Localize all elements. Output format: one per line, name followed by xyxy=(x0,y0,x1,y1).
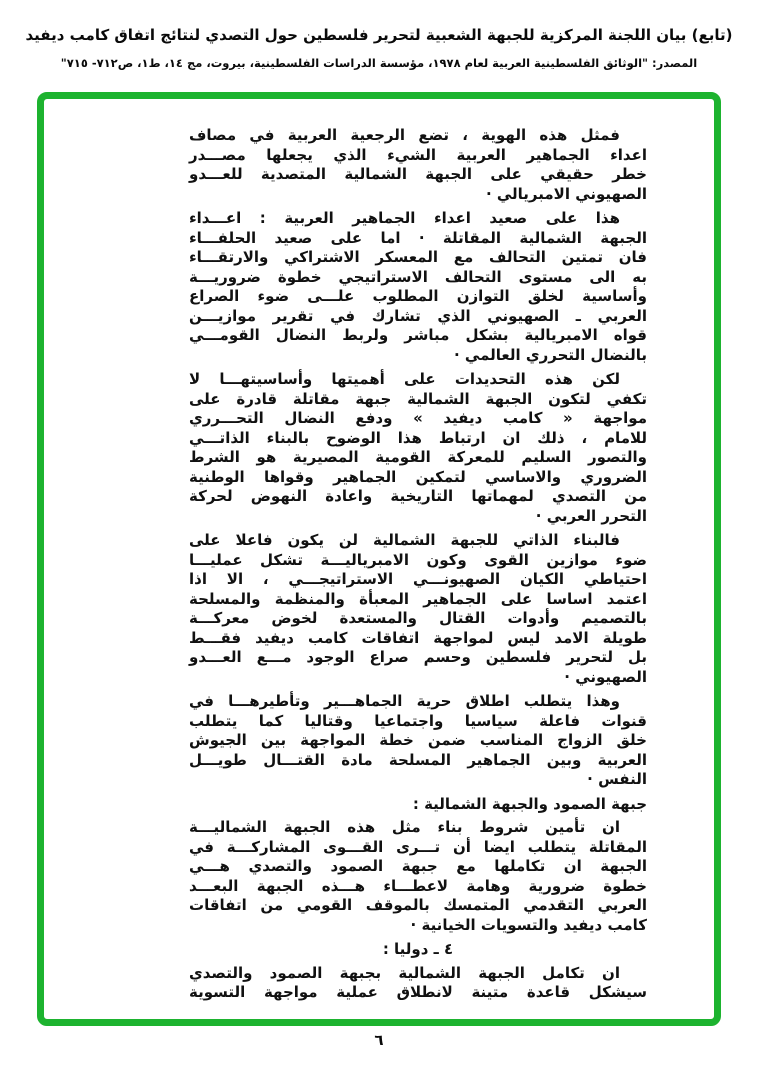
text-line: ان تأمين شروط بناء مثل هذه الجبهة الشماليـــة xyxy=(189,818,620,836)
source-citation: المصدر: "الوثائق الفلسطينية العربية لعام ١٩٧٨، مؤسسة الدراسات الفلسطينية، بيروت، مج ١٤، ط١، ص٧١٢- ٧١٥" xyxy=(60,56,698,70)
text-line: ضوء موازين القوى وكون الامبرياليـــة تشكل عمليـــا xyxy=(189,550,647,569)
text-line: مواجهة « كامب ديفيد » ودفع النضال التحـــرري xyxy=(189,409,647,427)
text-line: بل لتحرير فلسطين وحسم صراع الوجود مـــع العـــدو xyxy=(189,648,647,666)
text-line: اعتمد اساسا على الجماهير المعبأة والمنظمة والمسلحة xyxy=(189,589,647,608)
text-line: خطر حقيقي على الجبهة الشمالية المتصدية للعـــدو xyxy=(189,165,647,183)
text-line: اعداء الجماهير العربية الشيء الذي يجعلها مصـــدر xyxy=(189,145,647,164)
text-line: فمثل هذه الهوية ، تضع الرجعية العربية في مصاف xyxy=(189,126,620,144)
page-number: ٦ xyxy=(374,1031,384,1049)
text-line: هذا على صعيد اعداء الجماهير العربية : اعـــداء xyxy=(189,209,620,227)
text-line: كامب ديفيد والتسويات الخيانية · xyxy=(410,915,647,934)
text-line: فالبناء الذاتي للجبهة الشمالية لن يكون فاعلا على xyxy=(189,531,620,549)
text-line: والتصور السليم للمعركة القومية المصيرية هو الشرط xyxy=(189,448,647,466)
section-heading-steadfastness-front: جبهة الصمود والجبهة الشمالية : xyxy=(412,794,647,813)
text-line: الصهيوني الامبريالي · xyxy=(485,184,647,203)
text-column xyxy=(189,126,647,1003)
text-line: وهذا يتطلب اطلاق حرية الجماهـــير وتأطيرهـــا في xyxy=(189,692,620,710)
paragraph-5 xyxy=(189,692,647,790)
section-heading-internationally: ٤ ـ دوليا : xyxy=(382,940,454,958)
text-line: العربية وبين الجماهير المسلحة مادة القتـــال طويـــل xyxy=(189,750,647,769)
text-line: الجبهة ان تكاملها مع جبهة الصمود والتصدي هـــي xyxy=(189,857,647,875)
text-line: خطوة ضرورية وهامة لاعطـــاء هـــذه الجبهة البعـــد xyxy=(189,876,647,895)
text-line: الضروري والاساسي لتمكين الجماهير وقواها الوطنية xyxy=(189,467,647,486)
text-line: المقاتلة يتطلب ايضا أن تـــرى القـــوى المشاركـــة في xyxy=(189,837,647,856)
text-line: للامام ، ذلك ان ارتباط هذا الوضوح بالبناء الذاتـــي xyxy=(189,428,647,447)
text-line: خلق الزواج المناسب ضمن خطة المواجهة بين الجيوش xyxy=(189,731,647,749)
text-line: وأساسية لخلق التوازن المطلوب علـــى ضوء الصراع xyxy=(189,287,647,305)
document-title: (تابع) بيان اللجنة المركزية للجبهة الشعبية لتحرير فلسطين حول التصدي لنتائج اتفاق كامب ديفيد xyxy=(25,26,733,44)
paragraph-1 xyxy=(189,126,647,204)
page-header xyxy=(0,24,758,71)
text-line: لكن هذه التحديدات على أهميتها وأساسيتهـــا لا xyxy=(189,370,620,388)
paragraph-3 xyxy=(189,370,647,526)
text-line: فان تمتين التحالف مع المعسكر الاشتراكي والارتقـــاء xyxy=(189,248,647,266)
text-line: سيشكل قاعدة متينة لانطلاق عملية مواجهة التسوية xyxy=(189,983,647,1001)
text-line: ان تكامل الجبهة الشمالية بجبهة الصمود والتصدي xyxy=(189,963,620,982)
text-line: بالنضال التحرري العالمي · xyxy=(454,345,647,364)
text-line: الصهيوني · xyxy=(564,667,647,686)
paragraph-6 xyxy=(189,818,647,935)
paragraph-7 xyxy=(189,964,647,1003)
text-line: الجبهة الشمالية المقاتلة · اما على صعيد الحلفـــاء xyxy=(189,228,647,247)
text-line: قنوات فاعلة سياسيا واجتماعيا وقتاليا كما يتطلب xyxy=(189,711,647,730)
text-line: طويلة الامد ليس لمواجهة اتفاقات كامب ديفيد فقـــط xyxy=(189,628,647,647)
text-line: احتياطي الكيان الصهيونـــي الاستراتيجـــي ، الا اذا xyxy=(189,570,647,588)
text-line: العربي التقدمي المتمسك بالموقف القومي من اتفاقات xyxy=(189,896,647,914)
text-line: النفس · xyxy=(587,770,647,788)
text-line: العربي ـ الصهيوني الذي تشارك في تقرير موازيـــن xyxy=(189,306,647,325)
text-line: به الى مستوى التحالف الاستراتيجي خطوة ضروريـــة xyxy=(189,267,647,286)
text-line: التحرر العربي · xyxy=(535,506,647,525)
paragraph-2 xyxy=(189,209,647,365)
green-border-box xyxy=(37,92,721,1026)
text-line: تكفي لتكون الجبهة الشمالية جبهة مقاتلة قادرة على xyxy=(189,389,647,408)
text-line: قواه الامبريالية بشكل مباشر ولربط النضال القومـــي xyxy=(189,326,647,344)
paragraph-4 xyxy=(189,531,647,687)
text-line: من التصدي لمهماتها التاريخية واعادة النهوض لحركة xyxy=(189,487,647,505)
text-line: بالتصميم وأدوات القتال والمستعدة لخوض معركـــة xyxy=(189,609,647,627)
